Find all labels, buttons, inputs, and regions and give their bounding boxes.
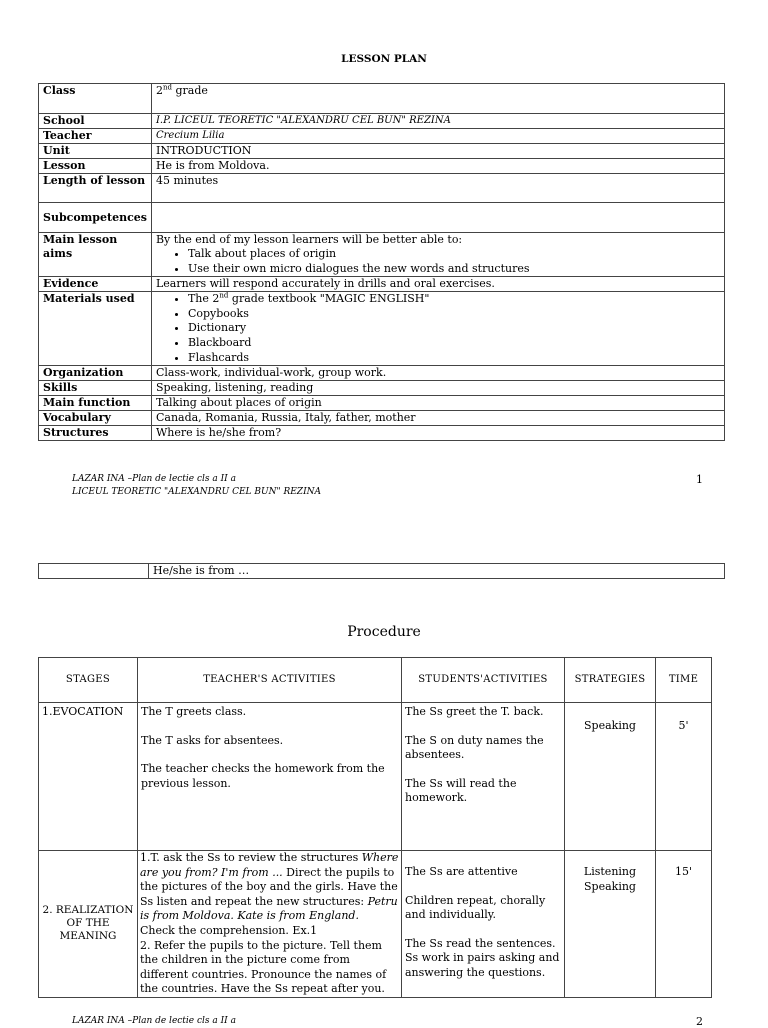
- class-num: 2: [155, 84, 163, 97]
- stage-evocation: 1.EVOCATION: [39, 703, 138, 851]
- teacher-activity: Direct the pupils to the pictures of the boy and the girls. Have the Ss listen and repeat the new structures:: [140, 865, 398, 908]
- student-activity: The S on duty names the absentees.: [405, 733, 544, 762]
- material-textbook-sup: nd: [219, 291, 229, 300]
- value-lesson: He is from Moldova.: [151, 159, 724, 174]
- aim-item: • Use their own micro dialogues the new words and structures: [188, 262, 720, 277]
- teacher-activity: 2. Refer the pupils to the picture. Tell them the children in the picture come from different countries. Pronounce the names of the countries. Have the Ss repeat after you.: [140, 938, 387, 996]
- label-teacher: Teacher: [39, 129, 152, 144]
- value-structures: Where is he/she from?: [151, 426, 724, 441]
- header-time: TIME: [656, 658, 712, 703]
- row-aims: [39, 233, 725, 277]
- teacher-activity: The teacher checks the homework from the previous lesson.: [141, 762, 385, 790]
- materials-list: [156, 292, 720, 365]
- procedure-row-realization: [39, 851, 712, 998]
- aims-list: [156, 247, 720, 276]
- material-item: [188, 292, 720, 307]
- student-activities-evocation: [402, 703, 565, 851]
- row-function: [39, 396, 725, 411]
- label-subcompetences: Subcompetences: [39, 203, 152, 233]
- value-teacher: Crecium Lilia: [151, 129, 724, 144]
- label-aims: Main lesson aims: [39, 233, 152, 277]
- label-materials: Materials used: [39, 292, 152, 366]
- teacher-activity: Check the comprehension. Ex.1: [140, 923, 318, 937]
- time-realization: 15': [656, 851, 712, 998]
- header-teacher: TEACHER'S ACTIVITIES: [138, 658, 402, 703]
- value-evidence: Learners will respond accurately in drills and oral exercises.: [151, 277, 724, 292]
- strategy-realization: [565, 851, 656, 998]
- material-item: • Flashcards: [188, 351, 720, 366]
- label-structures: Structures: [39, 426, 152, 441]
- row-class: [39, 84, 725, 114]
- material-textbook-post: grade textbook "MAGIC ENGLISH": [228, 292, 430, 306]
- material-item: • Copybooks: [188, 307, 720, 322]
- row-lesson: [39, 159, 725, 174]
- time-evocation: 5': [656, 703, 712, 851]
- value-aims: [151, 233, 724, 277]
- row-vocabulary: [39, 411, 725, 426]
- aim-item: • Talk about places of origin: [188, 247, 720, 262]
- row-skills: [39, 381, 725, 396]
- student-activity: The Ss read the sentences. Ss work in pairs asking and answering the questions.: [405, 936, 560, 979]
- student-activity: The Ss greet the T. back.: [405, 705, 544, 718]
- row-length: [39, 174, 725, 203]
- value-structures-continued: He/she is from …: [149, 564, 725, 579]
- label-vocabulary: Vocabulary: [39, 411, 152, 426]
- aims-intro: By the end of my lesson learners will be better able to:: [155, 233, 463, 246]
- footer-school: LICEUL TEORETIC "ALEXANDRU CEL BUN" REZINA: [72, 487, 321, 497]
- row-subcompetences: [39, 203, 725, 233]
- row-unit: [39, 144, 725, 159]
- header-stages: STAGES: [39, 658, 138, 703]
- procedure-header-row: [39, 658, 712, 703]
- teacher-activity-examples: Petru is from Moldova. Kate is from England.: [140, 894, 398, 923]
- row-school: [39, 114, 725, 129]
- label-length: Length of lesson: [39, 174, 152, 203]
- page-footer: [72, 473, 321, 499]
- procedure-row-evocation: [39, 703, 712, 851]
- strategy-item: Listening: [583, 865, 637, 878]
- label-function: Main function: [39, 396, 152, 411]
- student-activity: The Ss are attentive: [405, 865, 518, 878]
- header-strategies: STRATEGIES: [565, 658, 656, 703]
- row-evidence: [39, 277, 725, 292]
- page-number-2: 2: [696, 1015, 703, 1028]
- value-subcompetences: [151, 203, 724, 233]
- student-activity: The Ss will read the homework.: [405, 776, 517, 805]
- row-structures-continued: [39, 564, 725, 579]
- lesson-plan-table: [38, 83, 725, 441]
- page-title: LESSON PLAN: [341, 53, 427, 65]
- value-length: 45 minutes: [151, 174, 724, 203]
- value-school: I.P. LICEUL TEORETIC "ALEXANDRU CEL BUN" REZINA: [151, 114, 724, 129]
- value-unit: INTRODUCTION: [151, 144, 724, 159]
- class-sup: nd: [162, 83, 172, 92]
- student-activity: Children repeat, chorally and individually.: [405, 893, 546, 922]
- value-skills: Speaking, listening, reading: [151, 381, 724, 396]
- row-teacher: [39, 129, 725, 144]
- page-footer-2: LAZAR INA –Plan de lectie cls a II a: [72, 1016, 236, 1026]
- row-organization: [39, 366, 725, 381]
- material-item: • Dictionary: [188, 321, 720, 336]
- value-function: Talking about places of origin: [151, 396, 724, 411]
- strategy-evocation: Speaking: [565, 703, 656, 851]
- value-materials: [151, 292, 724, 366]
- material-textbook-pre: The 2: [187, 292, 220, 306]
- label-skills: Skills: [39, 381, 152, 396]
- class-grade: grade: [171, 84, 208, 97]
- row-structures: [39, 426, 725, 441]
- continuation-table: [38, 563, 725, 579]
- label-lesson: Lesson: [39, 159, 152, 174]
- label-empty: [39, 564, 149, 579]
- student-activities-realization: [402, 851, 565, 998]
- value-organization: Class-work, individual-work, group work.: [151, 366, 724, 381]
- teacher-activity: 1.T. ask the Ss to review the structures: [140, 851, 362, 864]
- material-item: • Blackboard: [188, 336, 720, 351]
- teacher-activity-structures: Where are you from? I'm from ...: [140, 851, 399, 879]
- label-organization: Organization: [39, 366, 152, 381]
- procedure-table: [38, 657, 712, 998]
- row-materials: [39, 292, 725, 366]
- stage-realization: 2. REALIZATION OF THE MEANING: [39, 851, 138, 998]
- label-evidence: Evidence: [39, 277, 152, 292]
- label-unit: Unit: [39, 144, 152, 159]
- label-class: Class: [39, 84, 152, 114]
- header-students: STUDENTS'ACTIVITIES: [402, 658, 565, 703]
- value-class: [151, 84, 724, 114]
- label-school: School: [39, 114, 152, 129]
- teacher-activities-realization: [138, 851, 402, 998]
- footer-author: LAZAR INA –Plan de lectie cls a II a: [72, 474, 236, 484]
- procedure-title: Procedure: [347, 624, 421, 640]
- teacher-activity: The T asks for absentees.: [141, 733, 284, 747]
- page-number: 1: [696, 473, 703, 486]
- value-vocabulary: Canada, Romania, Russia, Italy, father, mother: [151, 411, 724, 426]
- teacher-activities-evocation: [138, 703, 402, 851]
- strategy-item: Speaking: [584, 879, 636, 893]
- teacher-activity: The T greets class.: [141, 705, 247, 718]
